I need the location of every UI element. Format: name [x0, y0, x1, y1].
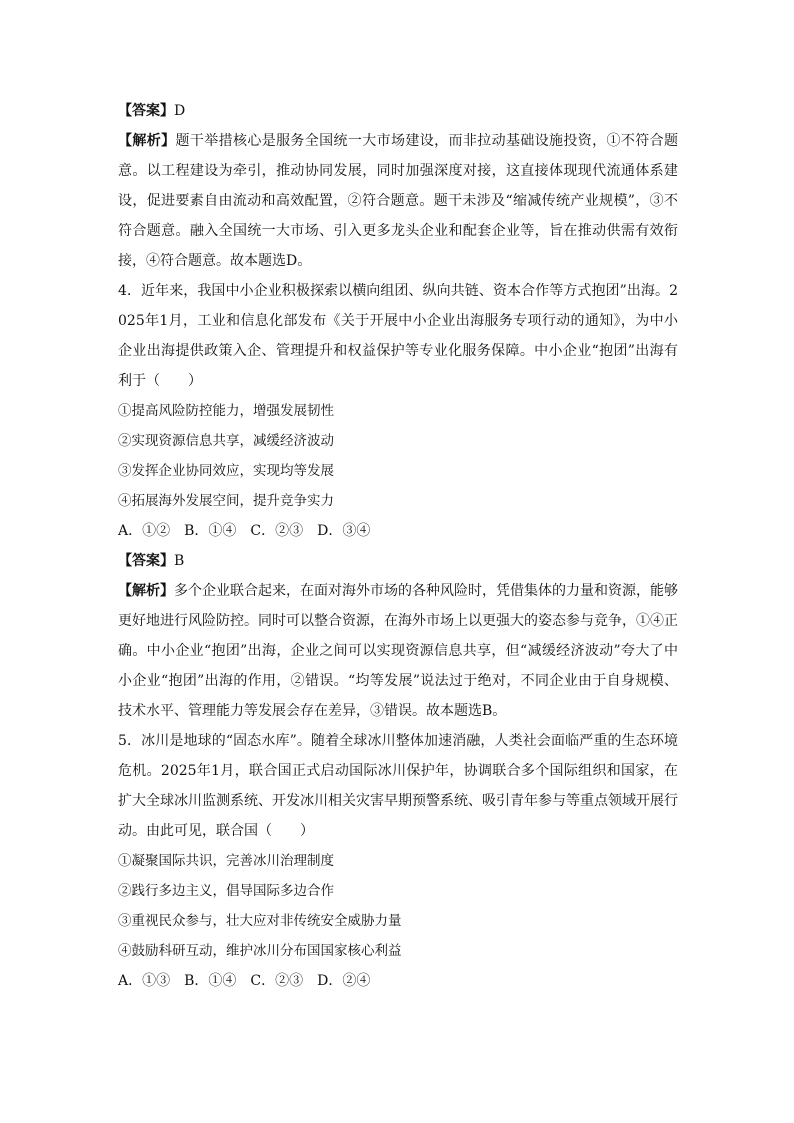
q5-option-4: ④鼓励科研互动，维护冰川分布国国家核心利益 [118, 943, 402, 959]
analysis-tag: 【解析】 [118, 133, 176, 149]
q4-option-1: ①提高风险防控能力，增强发展韧性 [118, 403, 334, 419]
answer-tag: 【答案】 [118, 103, 174, 119]
q5-option-2: ②践行多边主义，倡导国际多边合作 [118, 883, 334, 899]
q4-answer [118, 546, 678, 576]
analysis-text: 多个企业联合起来，在面对海外市场的各种风险时，凭借集体的力量和资源，能够更好地进行风险防控。同时可以整合资源，在海外市场上以更强大的姿态参与竞争，①④正确。中小企业“抱团”出海，企业之间可以实现资源信息共享，但“减缓经济波动”夸大了中小企业“抱团”出海的作用，②错误。“均等发展”说法过于绝对，不同企业由于自身规模、技术水平、管理能力等发展会存在差异，③错误。故本题选B。 [118, 583, 678, 719]
q4-stem: 4．近年来，我国中小企业积极探索以横向组团、纵向共链、资本合作等方式抱团”出海。2025年1月，工业和信息化部发布《关于开展中小企业出海服务专项行动的通知》，为中小企业出海提供政策入企、管理提升和权益保护等专业化服务保障。中小企业“抱团”出海有利于（ ） [118, 283, 678, 389]
answer-value: D [174, 103, 186, 119]
q4-analysis [118, 576, 678, 726]
analysis-text: 题干举措核心是服务全国统一大市场建设，而非拉动基础设施投资，①不符合题意。以工程建设为牵引，推动协同发展，同时加强深度对接，这直接体现现代流通体系建设，促进要素自由流动和高效配置，②符合题意。题干未涉及“缩减传统产业规模”，③不符合题意。融入全国统一大市场、引入更多龙头企业和配套企业等，旨在推动供需有效衔接，④符合题意。故本题选D。 [118, 133, 679, 269]
q4-option-4: ④拓展海外发展空间，提升竞争实力 [118, 493, 334, 509]
q3-answer [118, 96, 678, 126]
q5-option-3: ③重视民众参与，壮大应对非传统安全威胁力量 [118, 913, 402, 929]
q4-option-3: ③发挥企业协同效应，实现均等发展 [118, 463, 334, 479]
q5-choices: A．①③ B．①④ C．②③ D．②④ [118, 973, 371, 989]
q5-stem: 5．冰川是地球的“固态水库”。随着全球冰川整体加速消融，人类社会面临严重的生态环境危机。2025年1月，联合国正式启动国际冰川保护年，协调联合多个国际组织和国家，在扩大全球冰川监测系统、开发冰川相关灾害早期预警系统、吸引青年参与等重点领域开展行动。由此可见，联合国（ ） [118, 733, 678, 839]
q5-option-1: ①凝聚国际共识，完善冰川治理制度 [118, 853, 334, 869]
answer-value: B [174, 553, 185, 569]
answer-tag: 【答案】 [118, 553, 174, 569]
q3-analysis [118, 126, 678, 276]
analysis-tag: 【解析】 [118, 583, 174, 599]
q4-option-2: ②实现资源信息共享，减缓经济波动 [118, 433, 334, 449]
q4-choices: A．①② B．①④ C．②③ D．③④ [118, 523, 371, 539]
document-page [118, 96, 678, 996]
